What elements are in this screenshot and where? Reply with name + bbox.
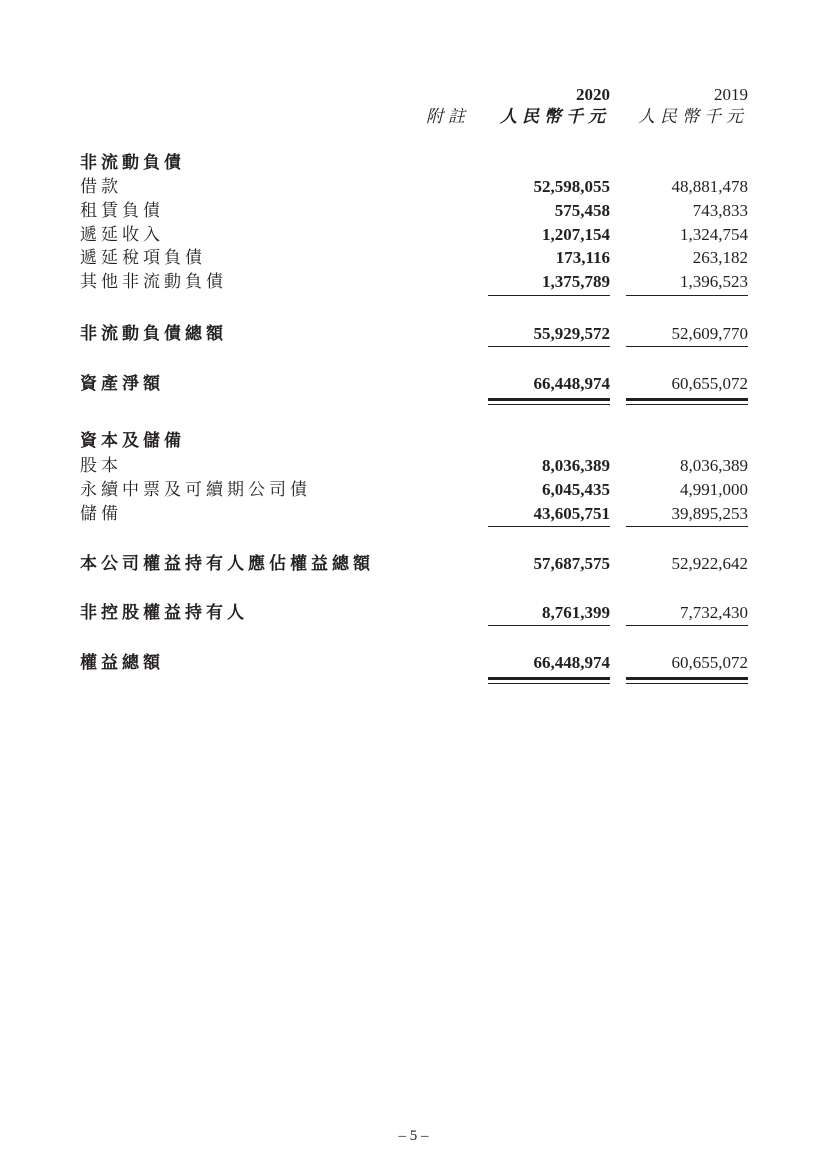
row-label: 股本: [80, 456, 122, 475]
page-number: – 5 –: [398, 1128, 429, 1144]
row-label: 本公司權益持有人應佔權益總額: [80, 554, 374, 573]
double-rule-thick: [488, 398, 610, 401]
subtotal-rule: [626, 625, 748, 626]
total-rule: [626, 346, 748, 347]
value-prior: 60,655,072: [671, 374, 748, 393]
total-rule: [488, 346, 610, 347]
row-label: 租賃負債: [80, 201, 164, 220]
double-rule-thick: [626, 677, 748, 680]
value-prior: 743,833: [692, 201, 748, 220]
value-prior: 48,881,478: [671, 177, 748, 196]
value-current: 1,375,789: [542, 272, 610, 291]
value-current: 6,045,435: [542, 480, 610, 499]
subtotal-rule: [488, 295, 610, 296]
value-current: 1,207,154: [542, 225, 610, 244]
double-rule-thin: [488, 404, 610, 405]
value-prior: 1,324,754: [680, 225, 748, 244]
value-current: 66,448,974: [533, 374, 610, 393]
double-rule-thin: [626, 404, 748, 405]
value-prior: 7,732,430: [680, 603, 748, 622]
value-current: 66,448,974: [533, 653, 610, 672]
row-label: 遞延收入: [80, 225, 164, 244]
value-prior: 39,895,253: [671, 504, 748, 523]
row-label: 遞延稅項負債: [80, 248, 206, 267]
double-rule-thick: [626, 398, 748, 401]
double-rule-thin: [626, 683, 748, 684]
value-prior: 52,922,642: [671, 554, 748, 573]
row-label: 非控股權益持有人: [80, 603, 248, 622]
year-current-header: 2020: [576, 85, 610, 104]
double-rule-thick: [488, 677, 610, 680]
currency-prior-header: 人民幣千元: [638, 107, 748, 126]
note-header: 附註: [426, 107, 470, 126]
subtotal-rule: [626, 295, 748, 296]
value-prior: 263,182: [692, 248, 748, 267]
value-prior: 60,655,072: [671, 653, 748, 672]
section-heading-capital-and-reserves: 資本及儲備: [80, 431, 185, 450]
value-current: 55,929,572: [533, 324, 610, 343]
value-prior: 4,991,000: [680, 480, 748, 499]
row-label: 借款: [80, 177, 122, 196]
subtotal-rule: [488, 625, 610, 626]
value-prior: 8,036,389: [680, 456, 748, 475]
row-label: 永續中票及可續期公司債: [80, 480, 311, 499]
value-prior: 1,396,523: [680, 272, 748, 291]
value-current: 575,458: [554, 201, 610, 220]
value-current: 8,036,389: [542, 456, 610, 475]
value-prior: 52,609,770: [671, 324, 748, 343]
value-current: 43,605,751: [533, 504, 610, 523]
currency-current-header: 人民幣千元: [500, 107, 610, 126]
double-rule-thin: [488, 683, 610, 684]
value-current: 57,687,575: [533, 554, 610, 573]
value-current: 52,598,055: [533, 177, 610, 196]
year-prior-header: 2019: [714, 85, 748, 104]
subtotal-rule: [488, 526, 610, 527]
row-label: 其他非流動負債: [80, 272, 227, 291]
row-label: 儲備: [80, 504, 122, 523]
section-heading-non-current-liabilities: 非流動負債: [80, 153, 185, 172]
subtotal-rule: [626, 526, 748, 527]
row-label: 權益總額: [80, 653, 164, 672]
value-current: 8,761,399: [542, 603, 610, 622]
row-label: 資產淨額: [80, 374, 164, 393]
row-label: 非流動負債總額: [80, 324, 227, 343]
value-current: 173,116: [555, 248, 610, 267]
